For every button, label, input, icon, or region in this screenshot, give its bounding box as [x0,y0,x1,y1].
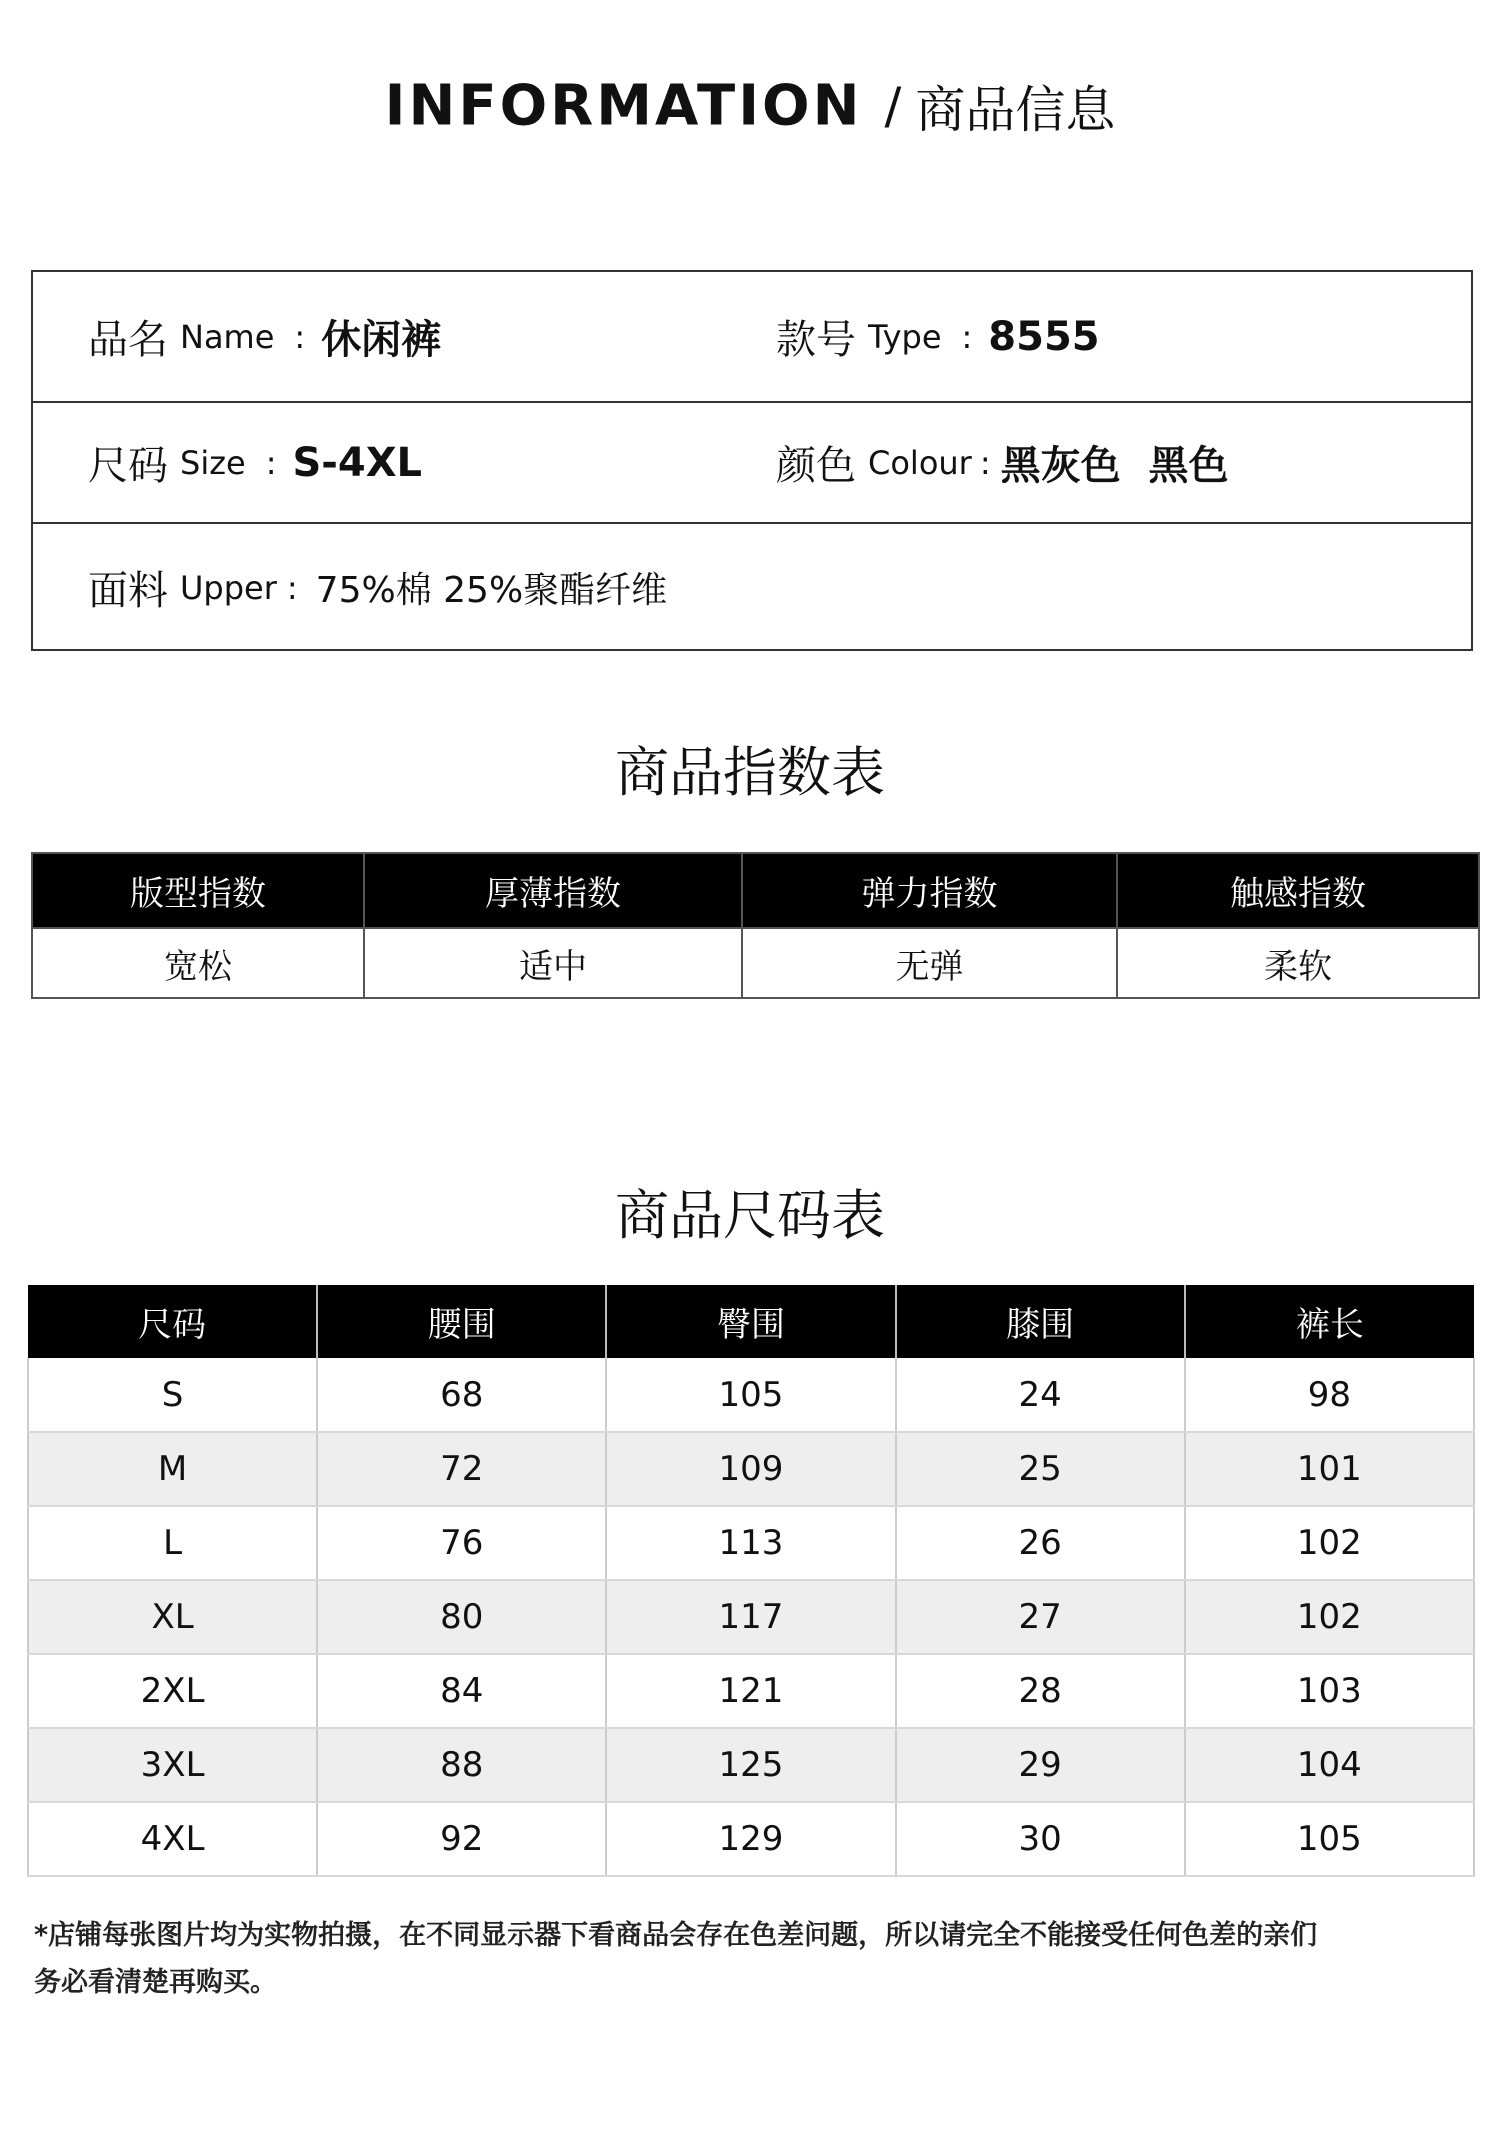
table-cell: 25 [896,1432,1185,1506]
table-cell: 88 [317,1728,606,1802]
size-header-length: 裤长 [1185,1285,1474,1358]
size-section-title: 商品尺码表 [615,1184,885,1247]
size-label-cn: 尺码 [88,443,168,489]
info-upper [88,524,667,651]
table-cell: 101 [1185,1432,1474,1506]
table-cell: 98 [1185,1358,1474,1432]
table-row [28,1506,1474,1580]
index-value-touch: 柔软 [1117,928,1479,998]
table-row [28,1728,1474,1802]
table-cell: 102 [1185,1506,1474,1580]
note-line-2: 务必看清楚再购买。 [34,1967,277,1998]
table-row [28,1802,1474,1876]
size-label-en: Size [180,443,246,482]
table-row [28,1358,1474,1432]
size-colon: : [265,443,277,482]
table-cell: 3XL [28,1728,317,1802]
table-cell: XL [28,1580,317,1654]
upper-colon: : [286,568,298,607]
name-colon: : [294,317,306,356]
table-cell: 26 [896,1506,1185,1580]
name-value: 休闲裤 [321,317,442,363]
table-cell: 30 [896,1802,1185,1876]
table-cell: 92 [317,1802,606,1876]
info-row-name-type [33,272,1471,403]
table-cell: 109 [606,1432,895,1506]
table-row [28,1654,1474,1728]
table-cell: L [28,1506,317,1580]
table-cell: 24 [896,1358,1185,1432]
table-cell: 68 [317,1358,606,1432]
index-table-header-row [32,853,1479,928]
table-cell: 76 [317,1506,606,1580]
table-cell: 2XL [28,1654,317,1728]
info-row-size-colour [33,403,1471,524]
color-difference-note [34,1912,1454,2006]
type-label-en: Type [868,317,942,356]
table-cell: 29 [896,1728,1185,1802]
size-header-waist: 腰围 [317,1285,606,1358]
colour-label-cn: 颜色 [776,443,856,489]
size-table-body [28,1358,1474,1876]
type-colon: : [961,317,973,356]
product-info-box [31,270,1473,651]
note-line-1: *店铺每张图片均为实物拍摄，在不同显示器下看商品会存在色差问题，所以请完全不能接受任何色差的亲们 [34,1920,1318,1951]
index-value-elasticity: 无弹 [742,928,1117,998]
name-label-en: Name [180,317,275,356]
index-table [31,852,1480,999]
index-header-fit: 版型指数 [32,853,364,928]
index-value-fit: 宽松 [32,928,364,998]
colour-colon: : [979,443,991,482]
upper-label-en: Upper [180,568,277,607]
type-label-cn: 款号 [776,317,856,363]
table-cell: 113 [606,1506,895,1580]
table-cell: 105 [1185,1802,1474,1876]
colour-value: 黑灰色 黑色 [1000,443,1229,489]
header-slash: / [884,77,902,135]
table-row [28,1580,1474,1654]
table-cell: 28 [896,1654,1185,1728]
name-label-cn: 品名 [88,317,168,363]
index-value-thickness: 适中 [364,928,742,998]
info-type [776,272,1100,401]
table-cell: 4XL [28,1802,317,1876]
size-header-knee: 膝围 [896,1285,1185,1358]
info-colour [776,403,1228,522]
colour-label-en: Colour [868,443,972,482]
table-cell: 117 [606,1580,895,1654]
info-name [88,272,441,401]
table-cell: 102 [1185,1580,1474,1654]
upper-value: 75%棉 25%聚酯纤维 [315,570,668,611]
table-cell: 104 [1185,1728,1474,1802]
table-cell: 72 [317,1432,606,1506]
table-cell: 103 [1185,1654,1474,1728]
upper-label-cn: 面料 [88,568,168,614]
size-table-header-row [28,1285,1474,1358]
size-header-hip: 臀围 [606,1285,895,1358]
index-header-elasticity: 弹力指数 [742,853,1117,928]
table-cell: 84 [317,1654,606,1728]
table-cell: 125 [606,1728,895,1802]
type-value: 8555 [988,313,1100,360]
index-header-touch: 触感指数 [1117,853,1479,928]
size-header-size: 尺码 [28,1285,317,1358]
table-row [28,1432,1474,1506]
index-header-thickness: 厚薄指数 [364,853,742,928]
info-size [88,403,422,522]
table-cell: M [28,1432,317,1506]
size-value: S-4XL [292,439,423,486]
table-cell: 121 [606,1654,895,1728]
header-title-cn: 商品信息 [915,81,1116,139]
size-table [27,1285,1475,1877]
table-cell: 27 [896,1580,1185,1654]
header-title-en: INFORMATION [384,73,863,139]
index-section-title: 商品指数表 [615,741,885,804]
table-cell: 80 [317,1580,606,1654]
info-row-upper [33,524,1471,651]
table-cell: S [28,1358,317,1432]
page-header [0,70,1500,142]
index-table-value-row [32,928,1479,998]
table-cell: 129 [606,1802,895,1876]
table-cell: 105 [606,1358,895,1432]
